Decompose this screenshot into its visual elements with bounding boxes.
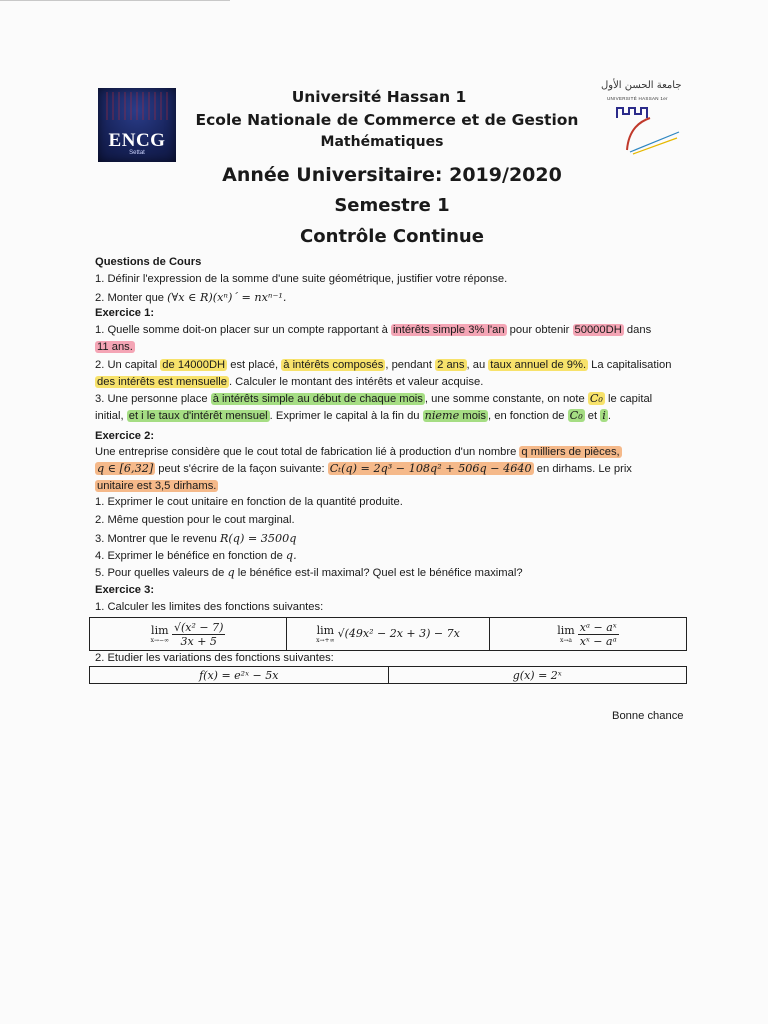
ex2-question-5	[95, 566, 523, 579]
ex1-q2-highlight-rate: taux annuel de 9%.	[490, 359, 587, 371]
section-title-ex2: Exercice 2:	[95, 430, 155, 442]
limit-3-op: lim	[557, 624, 575, 637]
ex1-q3-text-6: , en fonction de	[488, 409, 568, 422]
ex1-q2-text-2: est placé,	[227, 359, 282, 371]
section-title-ex3: Exercice 3:	[95, 584, 155, 596]
ex1-question-2	[95, 357, 687, 391]
logo-french-text: UNIVERSITÉ HASSAN 1er	[607, 96, 668, 101]
ex1-q2-text-6: . Calculer le montant des intérêts et valeur acquise.	[228, 375, 484, 388]
ex1-q1-text-3: dans	[623, 324, 652, 336]
semester: Semestre 1	[334, 195, 450, 216]
ex1-q3-text: 3. Une personne place	[95, 393, 211, 405]
ex1-q3-highlight-rate: et i le taux d'intérêt mensuel	[128, 409, 268, 422]
limit-1-fraction	[172, 621, 225, 648]
limit-1-numerator: √(x² − 7)	[174, 620, 224, 634]
limit-2-sub: x→+∞	[316, 637, 335, 644]
ex1-q2-highlight-capitalisation: des intérêts est mensuelle	[97, 375, 227, 388]
ex1-q3-highlight-i: i	[602, 408, 606, 422]
academic-year: Année Universitaire: 2019/2020	[222, 164, 562, 186]
ex1-q3-highlight-c0: C₀	[589, 392, 603, 405]
ex2-intro-highlight-price: unitaire est 3,5 dirhams.	[97, 479, 217, 492]
ex2-intro-highlight-cost: Cₜ(q) = 2q³ − 108q² + 506q − 4640	[329, 461, 532, 475]
ex1-q2-highlight-duration: 2 ans	[437, 359, 465, 371]
cours-question-1: 1. Définir l'expression de la somme d'une suite géométrique, justifier votre réponse.	[95, 273, 508, 285]
ex3-question-2: 2. Etudier les variations des fonctions suivantes:	[95, 652, 334, 664]
ex2-q3-math: R(q) = 3500q	[220, 532, 297, 545]
ex1-q2-text-5: La capitalisation	[588, 359, 672, 371]
function-g: g(x) = 2ˣ	[388, 667, 687, 684]
logo-sub: Settat	[129, 150, 145, 156]
limit-2-expression: √(49x² − 2x + 3) − 7x	[337, 627, 460, 640]
ex2-question-1: 1. Exprimer le cout unitaire en fonction de la quantité produite.	[95, 496, 403, 508]
cours-question-2	[95, 291, 286, 304]
exam-title: Contrôle Continue	[300, 226, 484, 247]
ex1-q2-text-3: , pendant	[385, 359, 436, 371]
closing-text: Bonne chance	[612, 710, 684, 722]
ex1-q3-text-2: , une somme constante, on note	[424, 393, 588, 405]
ex1-q3-text-8: .	[607, 409, 611, 422]
limit-1-sub: x→−∞	[150, 637, 169, 644]
limit-3-sub: x→a	[559, 637, 572, 644]
function-f: f(x) = e²ˣ − 5x	[90, 667, 389, 684]
ex2-intro-text-3: en dirhams. Le prix	[533, 462, 632, 475]
limit-1-operator	[151, 624, 169, 644]
ex1-q1-highlight-duration: 11 ans.	[97, 340, 133, 353]
limit-3-denominator: xˣ − aᵃ	[579, 634, 617, 648]
limit-1-denominator: 3x + 5	[180, 634, 217, 648]
logo-arabic-text: جامعة الحسن الأول	[601, 80, 682, 91]
scan-edge-line	[0, 0, 230, 1]
university-title: Université Hassan 1	[291, 88, 467, 106]
ex1-q3-highlight-c0-2: C₀	[569, 408, 583, 422]
cours-q2-math: (∀x ∈ R)(xⁿ)´ = nxⁿ⁻¹.	[167, 291, 287, 304]
ex1-question-1	[95, 322, 687, 356]
limit-3-operator	[557, 624, 574, 644]
ex1-q2-highlight-type: à intérêts composés	[283, 359, 384, 371]
ex2-intro-text-2: peut s'écrire de la façon suivante:	[155, 462, 328, 475]
ex1-q1-highlight-amount: 50000DH	[574, 324, 622, 336]
ex2-intro	[95, 444, 687, 494]
section-title-ex1: Exercice 1:	[95, 307, 155, 319]
section-title-cours: Questions de Cours	[95, 256, 202, 268]
ex2-intro-highlight-q: q milliers de pièces,	[521, 446, 620, 458]
ex3-question-1: 1. Calculer les limites des fonctions suivantes:	[95, 601, 324, 613]
ex1-q3-text-3: le capital	[604, 393, 653, 405]
limits-table	[89, 617, 687, 651]
subject-title: Mathématiques	[320, 134, 444, 150]
ex2-q5-math: q	[227, 566, 235, 579]
limit-3-fraction	[578, 621, 619, 648]
limit-1-op: lim	[151, 624, 169, 637]
limit-cell-3	[489, 618, 686, 651]
ex2-question-2: 2. Même question pour le cout marginal.	[95, 514, 295, 526]
cours-q2-text: 2. Monter que	[95, 292, 168, 304]
ex2-q4-math: q.	[285, 549, 297, 562]
limit-cell-2	[287, 618, 490, 651]
limit-cell-1	[90, 618, 287, 651]
ex1-q2-highlight-capital: de 14000DH	[162, 359, 226, 371]
ex2-intro-text: Une entreprise considère que le cout total de fabrication lié à production d'un nombre	[95, 446, 520, 458]
logo-name: ENCG	[108, 130, 166, 151]
ex1-q2-text-4: , au	[466, 359, 489, 371]
ex2-q3-text: 3. Montrer que le revenu	[95, 533, 220, 545]
ex1-q2-text: 2. Un capital	[95, 359, 161, 371]
ex1-question-3	[95, 391, 687, 425]
ex2-question-3	[95, 532, 296, 545]
functions-table	[89, 666, 687, 684]
ex1-q3-highlight-month: mois	[459, 409, 487, 422]
limit-2-op: lim	[316, 624, 335, 637]
ex1-q3-text-7: et	[584, 409, 601, 422]
ex1-q1-text: 1. Quelle somme doit-on placer sur un compte rapportant à	[95, 324, 391, 336]
ex1-q3-highlight-type: à intérêts simple au début de chaque mois	[212, 393, 423, 405]
ex1-q3-text-4: initial,	[95, 409, 127, 422]
ex2-intro-highlight-interval: q ∈ [6,32]	[97, 461, 154, 475]
ex1-q1-text-2: pour obtenir	[506, 324, 573, 336]
ex2-q4-text: 4. Exprimer le bénéfice en fonction de	[95, 550, 286, 562]
school-title: Ecole Nationale de Commerce et de Gestion	[195, 111, 579, 129]
limit-3-numerator: xᵃ − aˣ	[579, 620, 617, 634]
ex2-q5-text-2: le bénéfice est-il maximal? Quel est le bénéfice maximal?	[234, 567, 523, 579]
ex1-q3-text-5: . Exprimer le capital à la fin du	[269, 409, 423, 422]
limit-2-operator	[316, 624, 334, 644]
ex2-q5-text: 5. Pour quelles valeurs de	[95, 567, 228, 579]
ex2-question-4	[95, 549, 297, 562]
ex1-q3-math-n: nieme	[424, 408, 460, 422]
ex1-q1-highlight-rate: intérêts simple 3% l'an	[393, 324, 505, 336]
